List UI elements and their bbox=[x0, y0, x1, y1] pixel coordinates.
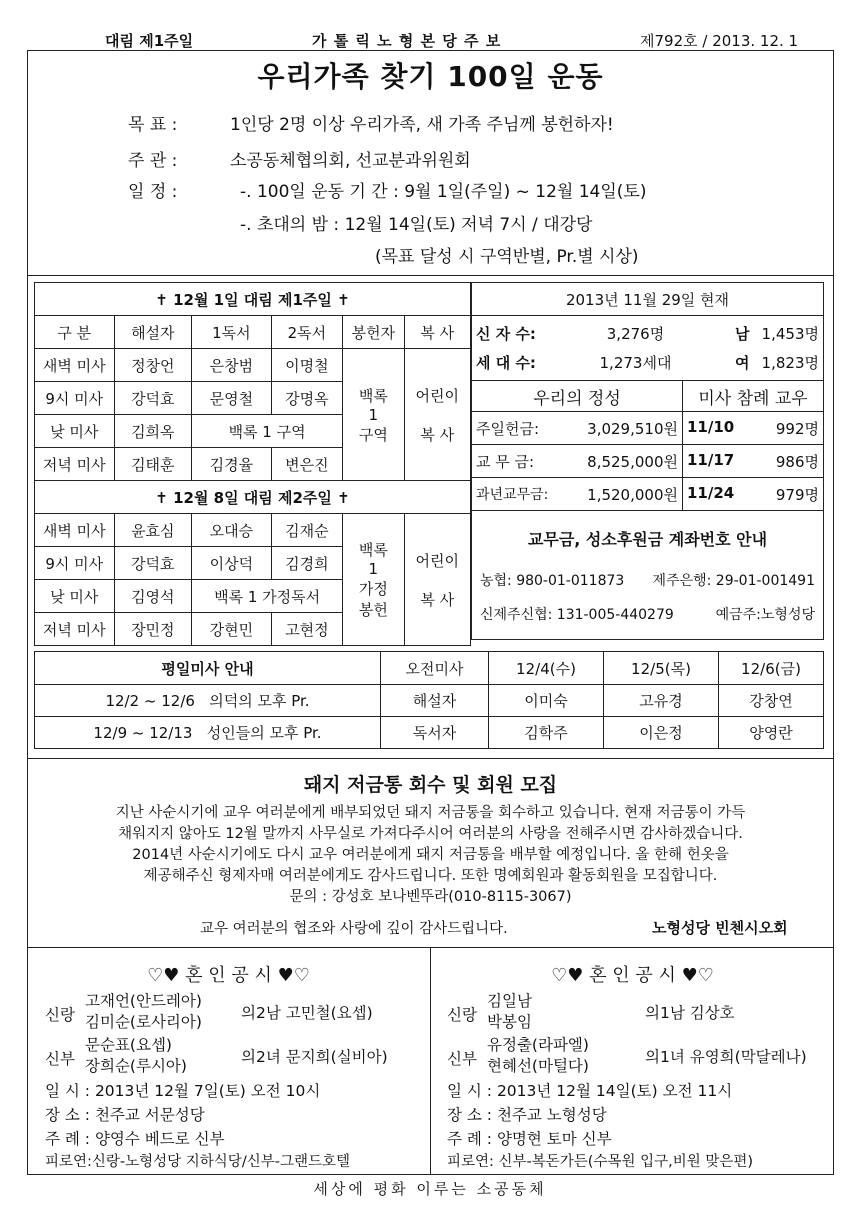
groom-name: 의2남 고민철(요셉) bbox=[241, 1004, 373, 1022]
cell: 강덕효 bbox=[114, 547, 192, 580]
season-label: 대림 제1주일 bbox=[105, 32, 194, 50]
campaign-title: 우리가족 찾기 100일 운동 bbox=[257, 60, 604, 93]
cell: 양영란 bbox=[719, 717, 824, 749]
col-header: 구 분 bbox=[35, 316, 115, 349]
col-header: 봉헌자 bbox=[343, 316, 404, 349]
piggy-body: 지난 사순시기에 교우 여러분에게 배부되었던 돼지 저금통을 회수하고 있습니다. 현재 저금통이 가득 채워지지 않아도 12월 말까지 사무실로 가져다주시어 여러분의 사랑을 전해주시면 감사하겠습니다. 2014년 사순시기에도 다시 교우 여러분에게 돼지 저금통을 배부할 예정입니다. 올 한해 헌옷을 제공해주신 형제자매 여러분에게도 감사드립니다. 또한 명예회원과 활동회원을 모집합니다. 문의 : 강성호 보나벤뚜라(010-8115-3067) bbox=[115, 805, 746, 905]
table-row bbox=[35, 349, 471, 382]
cell: 강현민 bbox=[192, 613, 272, 646]
account-info bbox=[472, 511, 824, 640]
cell: 이명철 bbox=[271, 349, 342, 382]
male-value: 1,453명 bbox=[761, 325, 819, 343]
wedding-officiant: 주 례 : 양영수 베드로 신부 bbox=[45, 1130, 225, 1148]
cell: 문영철 bbox=[192, 382, 272, 415]
wedding-reception: 피로연:신랑-노형성당 지하식당/신부-그랜드호텔 bbox=[45, 1154, 350, 1170]
cell: 강명옥 bbox=[271, 382, 342, 415]
col-header: 복 사 bbox=[404, 316, 470, 349]
cell: 오대승 bbox=[192, 514, 272, 547]
schedule-label: 일 정 : bbox=[128, 182, 178, 202]
altar-server: 어린이 복 사 bbox=[404, 349, 470, 481]
bride-name: 의1녀 유영희(막달레나) bbox=[645, 1048, 807, 1066]
cell: 이은정 bbox=[604, 717, 719, 749]
cell: 이상덕 bbox=[192, 547, 272, 580]
divider bbox=[27, 275, 834, 276]
altar-server: 어린이 복 사 bbox=[404, 514, 470, 646]
groom-parents: 김일남 박봉임 bbox=[487, 992, 532, 1031]
host-label: 주 관 : bbox=[128, 151, 178, 171]
table-row bbox=[35, 717, 824, 749]
wedding-notice-right bbox=[431, 947, 834, 1174]
cell: 은창범 bbox=[192, 349, 272, 382]
cell: 백록 1 가정독서 bbox=[192, 580, 343, 613]
male-label: 남 bbox=[735, 325, 750, 343]
col-header: 2독서 bbox=[271, 316, 342, 349]
wedding-title: ♡♥ 혼 인 공 시 ♥♡ bbox=[551, 965, 714, 986]
cell: 고유경 bbox=[604, 685, 719, 717]
member-counts bbox=[472, 316, 824, 381]
sunday2-title: ✝ 12월 8일 대림 제2주일 ✝ bbox=[35, 481, 471, 514]
cell: 고현정 bbox=[271, 613, 342, 646]
account-title: 교무금, 성소후원금 계좌번호 안내 bbox=[527, 529, 768, 549]
mass-name: 저녁 미사 bbox=[35, 613, 115, 646]
schedule-night: -. 초대의 밤 : 12월 14일(토) 저녁 7시 / 대강당 bbox=[240, 215, 593, 235]
households-value: 1,273세대 bbox=[599, 354, 672, 372]
piggy-thanks: 교우 여러분의 협조와 사랑에 깊이 감사드립니다. bbox=[200, 921, 508, 937]
host-text: 소공동체협의회, 선교분과위원회 bbox=[230, 151, 471, 171]
offering-title: 우리의 정성 bbox=[472, 381, 683, 412]
cell: 정창언 bbox=[114, 349, 192, 382]
schedule-period: -. 100일 운동 기 간 : 9월 1일(주일) ~ 12월 14일(토) bbox=[240, 182, 647, 202]
role: 독서자 bbox=[381, 717, 489, 749]
dues: 교 무 금: 8,525,000원 bbox=[472, 445, 683, 478]
col-header: 12/6(금) bbox=[719, 652, 824, 685]
table-row bbox=[35, 685, 824, 717]
wedding-place: 장 소 : 천주교 노형성당 bbox=[447, 1106, 607, 1124]
female-label: 여 bbox=[735, 354, 750, 372]
offering-group: 백록 1 가정 봉헌 bbox=[343, 514, 404, 646]
campaign-note: (목표 달성 시 구역반별, Pr.별 시상) bbox=[375, 247, 639, 267]
mass-name: 새벽 미사 bbox=[35, 514, 115, 547]
cell: 이미숙 bbox=[489, 685, 604, 717]
period: 12/2 ~ 12/6 의덕의 모후 Pr. bbox=[35, 685, 381, 717]
stats-table bbox=[471, 282, 824, 640]
piggy-title: 돼지 저금통 회수 및 회원 모집 bbox=[303, 774, 558, 796]
col-header: 12/5(목) bbox=[604, 652, 719, 685]
cell: 윤효심 bbox=[114, 514, 192, 547]
sunday1-title: ✝ 12월 1일 대림 제1주일 ✝ bbox=[35, 283, 471, 316]
issue-number: 제792호 / 2013. 12. 1 bbox=[640, 32, 799, 50]
groom-label: 신랑 bbox=[447, 1006, 477, 1024]
divider bbox=[27, 758, 834, 759]
table-row bbox=[35, 514, 471, 547]
mass-name: 9시 미사 bbox=[35, 547, 115, 580]
attendance-row: 11/17 986명 bbox=[683, 445, 824, 478]
footer-motto: 세상에 평화 이루는 소공동체 bbox=[313, 1180, 547, 1198]
mass-name: 낮 미사 bbox=[35, 580, 115, 613]
mass-name: 저녁 미사 bbox=[35, 448, 115, 481]
mass-attendance-title: 미사 참례 교우 bbox=[683, 381, 824, 412]
bride-name: 의2녀 문지희(실비아) bbox=[241, 1048, 388, 1066]
weekday-mass-table bbox=[34, 651, 824, 749]
female-value: 1,823명 bbox=[761, 354, 819, 372]
period: 12/9 ~ 12/13 성인들의 모후 Pr. bbox=[35, 717, 381, 749]
bride-label: 신부 bbox=[447, 1050, 477, 1068]
offering-group: 백록 1 구역 bbox=[343, 349, 404, 481]
believers-value: 3,276명 bbox=[606, 325, 665, 343]
goal-text: 1인당 2명 이상 우리가족, 새 가족 주님께 봉헌하자! bbox=[230, 115, 614, 135]
col-header: 12/4(수) bbox=[489, 652, 604, 685]
mass-name: 새벽 미사 bbox=[35, 349, 115, 382]
account-holder: 예금주:노형성당 bbox=[715, 606, 815, 623]
sunday-schedule-table bbox=[34, 282, 471, 646]
sunday-offering: 주일헌금: 3,029,510원 bbox=[472, 412, 683, 445]
cell: 장민정 bbox=[114, 613, 192, 646]
goal-label: 목 표 : bbox=[128, 115, 178, 135]
bride-label: 신부 bbox=[45, 1050, 75, 1068]
cell: 김태훈 bbox=[114, 448, 192, 481]
groom-name: 의1남 김상호 bbox=[645, 1004, 735, 1022]
wedding-reception: 피로연: 신부-복돈가든(수목원 입구,비원 맞은편) bbox=[447, 1154, 753, 1170]
cell: 백록 1 구역 bbox=[192, 415, 343, 448]
col-header: 해설자 bbox=[114, 316, 192, 349]
account-shinhan: 신제주신협: 131-005-440279 bbox=[480, 606, 674, 623]
cell: 김경율 bbox=[192, 448, 272, 481]
wedding-date: 일 시 : 2013년 12월 7일(토) 오전 10시 bbox=[45, 1082, 321, 1100]
wedding-notice-left bbox=[27, 947, 430, 1174]
cell: 김학주 bbox=[489, 717, 604, 749]
piggy-sign: 노형성당 빈첸시오회 bbox=[652, 919, 788, 937]
cell: 강덕효 bbox=[114, 382, 192, 415]
past-dues: 과년교무금: 1,520,000원 bbox=[472, 478, 683, 511]
col-header: 1독서 bbox=[192, 316, 272, 349]
account-nh: 농협: 980-01-011873 bbox=[480, 572, 625, 589]
attendance-row: 11/10 992명 bbox=[683, 412, 824, 445]
cell: 김희옥 bbox=[114, 415, 192, 448]
role: 해설자 bbox=[381, 685, 489, 717]
believers-label: 신 자 수: bbox=[476, 325, 536, 343]
households-label: 세 대 수: bbox=[476, 354, 536, 372]
attendance-row: 11/24 979명 bbox=[683, 478, 824, 511]
mass-name: 낮 미사 bbox=[35, 415, 115, 448]
wedding-place: 장 소 : 천주교 서문성당 bbox=[45, 1106, 205, 1124]
groom-parents: 고재언(안드레아) 김미순(로사리아) bbox=[85, 992, 202, 1031]
groom-label: 신랑 bbox=[45, 1006, 75, 1024]
cell: 김경희 bbox=[271, 547, 342, 580]
col-header: 오전미사 bbox=[381, 652, 489, 685]
cell: 김재순 bbox=[271, 514, 342, 547]
cell: 변은진 bbox=[271, 448, 342, 481]
bride-parents: 문순표(요셉) 장희순(루시아) bbox=[85, 1036, 187, 1075]
cell: 김영석 bbox=[114, 580, 192, 613]
wedding-officiant: 주 례 : 양명현 토마 신부 bbox=[447, 1130, 612, 1148]
bride-parents: 유정출(라파엘) 현혜선(마털다) bbox=[487, 1036, 589, 1075]
wedding-title: ♡♥ 혼 인 공 시 ♥♡ bbox=[147, 965, 310, 986]
cell: 강창연 bbox=[719, 685, 824, 717]
wedding-date: 일 시 : 2013년 12월 14일(토) 오전 11시 bbox=[447, 1082, 733, 1100]
account-jeju: 제주은행: 29-01-001491 bbox=[652, 572, 815, 589]
stats-date: 2013년 11월 29일 현재 bbox=[472, 283, 824, 316]
bulletin-title: 가 톨 릭 노 형 본 당 주 보 bbox=[312, 32, 502, 50]
mass-name: 9시 미사 bbox=[35, 382, 115, 415]
weekday-title: 평일미사 안내 bbox=[35, 652, 381, 685]
